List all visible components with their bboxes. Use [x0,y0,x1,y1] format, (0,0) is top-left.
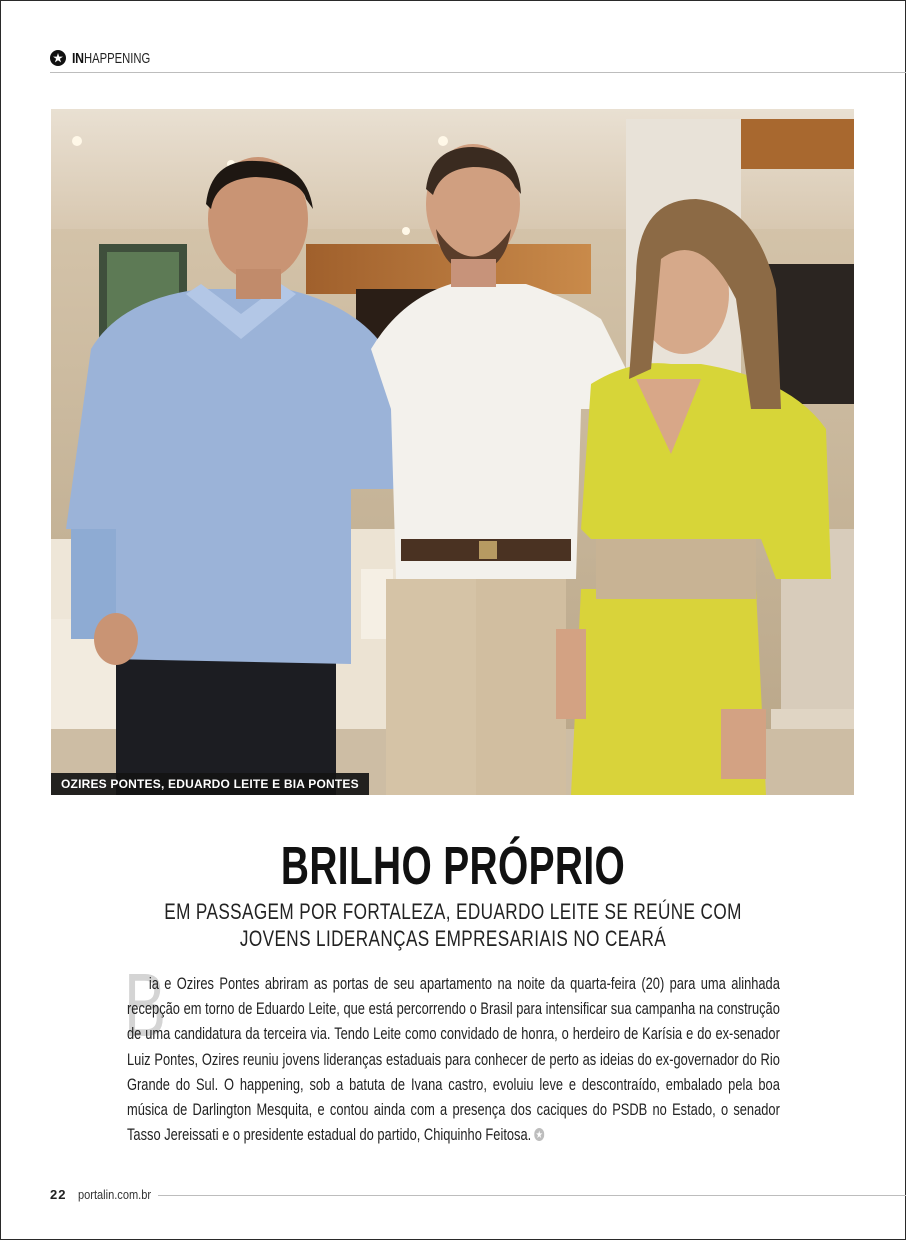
article-subtitle [0,898,906,952]
page-number: 22 [50,1186,67,1202]
drop-cap: B [124,956,167,1056]
article-body-text: ia e Ozires Pontes abriram as portas de seu apartamento na noite da quarta-feira (20) para uma alinhada recepção em torno de Eduardo Leite, que está percorrendo o Brasil para intensificar sua campanha na construção de uma candidatura da terceira via. Tendo Leite como convidado de honra, o herdeiro de Karísia e do ex-senador Luiz Pontes, Ozires reuniu jovens lideranças estaduais para conhecer de perto as ideias do ex-governador do Rio Grande do Sul. O happening, sob a batuta de Ivana castro, evoluiu leve e descontraído, embalado pela boa música de Darlington Mesquita, e contou ainda com a presença dos caciques do PSDB no Estado, o senador Tasso Jereissati e o presidente estadual do partido, Chiquinho Feitosa. [127,975,780,1145]
section-prefix: IN [72,49,84,67]
article-subtitle-line2: JOVENS LIDERANÇAS EMPRESARIAIS NO CEARÁ [239,926,667,951]
section-name: HAPPENING [84,49,151,67]
photo-scene [51,109,854,795]
article-title: BRILHO PRÓPRIO [280,836,626,896]
event-photo [51,109,854,795]
site-url: portalin.com.br [78,1186,152,1202]
photo-caption: OZIRES PONTES, EDUARDO LEITE E BIA PONTES [51,773,369,795]
article-subtitle-line1: EM PASSAGEM POR FORTALEZA, EDUARDO LEITE SE REÚNE COM [164,899,742,924]
header-divider [50,72,906,73]
end-star-icon [534,1128,544,1141]
article-body [127,972,780,1148]
section-header [50,48,173,68]
footer-divider [158,1195,906,1196]
page-footer [50,1185,164,1203]
star-icon [50,50,66,66]
